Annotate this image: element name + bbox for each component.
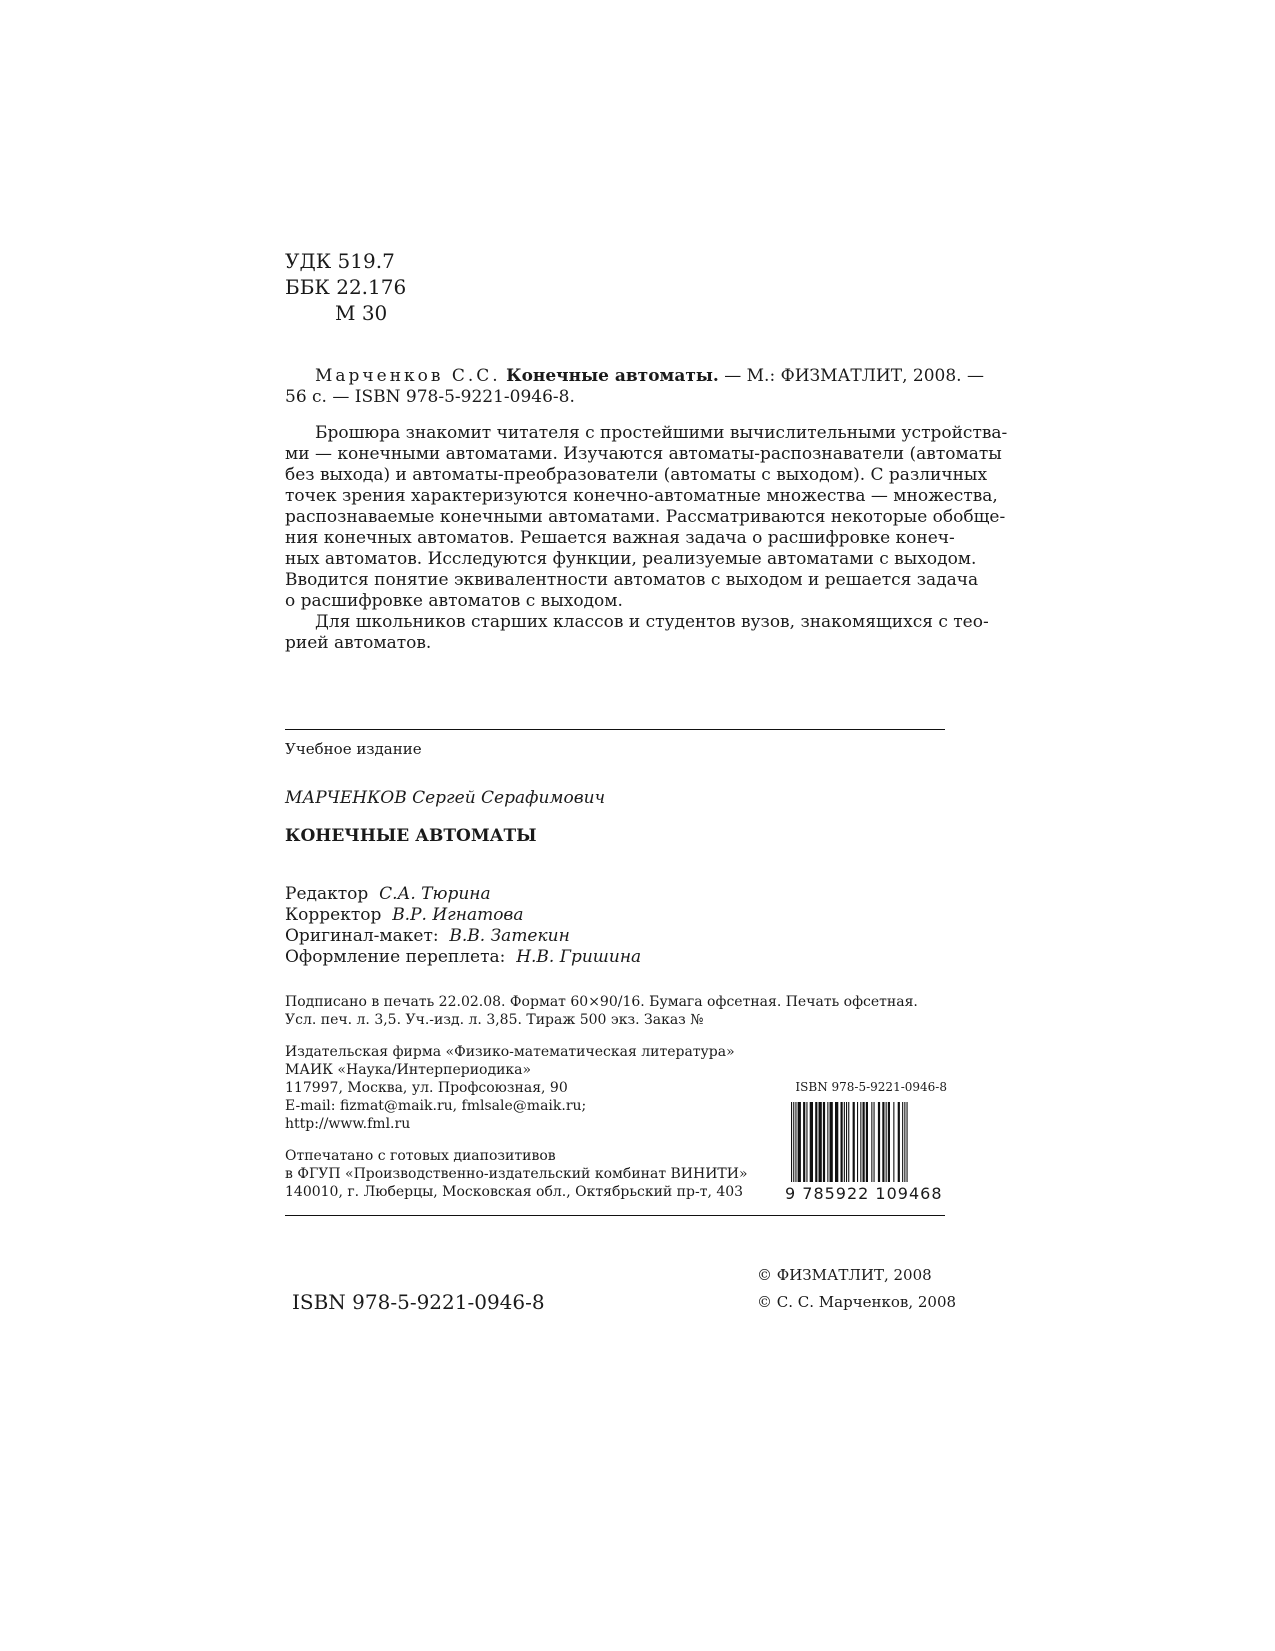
author-mark: М 30	[335, 301, 388, 325]
publisher-line: 117997, Москва, ул. Профсоюзная, 90	[285, 1080, 568, 1096]
barcode-bar	[878, 1102, 880, 1182]
annotation-line: без выхода) и автоматы-преобразователи (автоматы с выходом). С различных	[285, 465, 988, 485]
barcode-bar	[795, 1102, 796, 1182]
credit-cover	[285, 947, 641, 968]
citation-rest-2: 56 с. — ISBN 978-5-9221-0946-8.	[285, 387, 575, 407]
classification-block	[285, 248, 406, 326]
citation-author: Марченков С.С.	[315, 366, 501, 386]
citation-rest-1: — М.: ФИЗМАТЛИТ, 2008. —	[718, 366, 984, 386]
audience-line: рией автоматов.	[285, 633, 432, 653]
barcode-bar	[844, 1102, 845, 1182]
printer-line: 140010, г. Люберцы, Московская обл., Октябрьский пр-т, 403	[285, 1184, 744, 1200]
barcode-bar	[793, 1102, 794, 1182]
barcode-bar	[857, 1102, 858, 1182]
credit-layout	[285, 926, 641, 947]
publisher-line: МАИК «Наука/Интерпериодика»	[285, 1062, 532, 1078]
barcode-bar	[888, 1102, 890, 1182]
credit-role: Оформление переплета:	[285, 947, 506, 967]
barcode-bar	[827, 1102, 828, 1182]
barcode-bar	[819, 1102, 822, 1182]
barcode-bar	[866, 1102, 868, 1182]
copyright-author: © С. С. Марченков, 2008	[757, 1293, 957, 1311]
credit-name: В.Р. Игнатова	[392, 905, 524, 925]
credit-name: В.В. Затекин	[449, 926, 570, 946]
printer-block	[285, 1147, 748, 1201]
print-info-line: Подписано в печать 22.02.08. Формат 60×90/16. Бумага офсетная. Печать офсетная.	[285, 994, 918, 1010]
bbk-code: ББК 22.176	[285, 275, 407, 299]
author-given: Сергей Серафимович	[412, 788, 606, 808]
publisher-email: E-mail: fizmat@maik.ru, fmlsale@maik.ru;	[285, 1098, 587, 1114]
audience-line: Для школьников старших классов и студентов вузов, знакомящихся с тео-	[315, 612, 989, 632]
barcode-bar	[863, 1102, 865, 1182]
barcode-bar	[874, 1102, 875, 1182]
print-info-line: Усл. печ. л. 3,5. Уч.-изд. л. 3,85. Тираж 500 экз. Заказ №	[285, 1012, 704, 1028]
credit-role: Оригинал-макет:	[285, 926, 439, 946]
credit-corrector	[285, 905, 641, 926]
barcode-bar	[846, 1102, 847, 1182]
footer-isbn: ISBN 978-5-9221-0946-8	[292, 1290, 545, 1314]
printer-line: Отпечатано с готовых диапозитивов	[285, 1148, 556, 1164]
publisher-block	[285, 1043, 735, 1133]
author-surname: МАРЧЕНКОВ	[285, 788, 407, 808]
credit-name: С.А. Тюрина	[379, 884, 491, 904]
barcode-bar	[860, 1102, 861, 1182]
credit-name: Н.В. Гришина	[516, 947, 642, 967]
barcode-bar	[902, 1102, 903, 1182]
barcode-bar	[791, 1102, 792, 1182]
barcode-bar	[803, 1102, 805, 1182]
annotation-line: распознаваемые конечными автоматами. Рассматриваются некоторые обобще-	[285, 507, 1006, 527]
isbn-barcode	[785, 1080, 947, 1204]
annotation-line: ми — конечными автоматами. Изучаются автоматы-распознаватели (автоматы	[285, 444, 1002, 464]
annotation-line: о расшифровке автоматов с выходом.	[285, 591, 623, 611]
printer-line: в ФГУП «Производственно-издательский комбинат ВИНИТИ»	[285, 1166, 748, 1182]
citation	[285, 366, 984, 408]
credit-editor	[285, 884, 641, 905]
barcode-bar	[841, 1102, 843, 1182]
annotation-line: Брошюра знакомит читателя с простейшими вычислительными устройства-	[315, 423, 1008, 443]
barcode-bar	[886, 1102, 887, 1182]
print-info	[285, 993, 918, 1029]
copyright-publisher: © ФИЗМАТЛИТ, 2008	[757, 1266, 932, 1284]
barcode-bar	[871, 1102, 872, 1182]
publisher-url: http://www.fml.ru	[285, 1116, 411, 1132]
credits	[285, 884, 641, 968]
barcode-bar	[830, 1102, 833, 1182]
author-full	[285, 788, 605, 809]
annotation-line: ных автоматов. Исследуются функции, реализуемые автоматами с выходом.	[285, 549, 977, 569]
barcode-bar	[904, 1102, 905, 1182]
barcode-bar	[806, 1102, 807, 1182]
annotation-line: ния конечных автоматов. Решается важная задача о расшифровке конеч-	[285, 528, 955, 548]
book-title: КОНЕЧНЫЕ АВТОМАТЫ	[285, 826, 537, 846]
barcode-bar	[848, 1102, 849, 1182]
bottom-divider	[285, 1215, 945, 1216]
barcode-bar	[810, 1102, 813, 1182]
barcode-bar	[815, 1102, 817, 1182]
credit-role: Корректор	[285, 905, 382, 925]
annotation	[285, 423, 1008, 654]
barcode-bar	[882, 1102, 884, 1182]
credit-role: Редактор	[285, 884, 369, 904]
barcode-bar	[907, 1102, 908, 1182]
annotation-line: точек зрения характеризуются конечно-автоматные множества — множества,	[285, 486, 998, 506]
udk-code: УДК 519.7	[285, 249, 395, 273]
annotation-line: Вводится понятие эквивалентности автоматов с выходом и решается задача	[285, 570, 979, 590]
citation-title: Конечные автоматы.	[506, 366, 719, 386]
publisher-line: Издательская фирма «Физико-математическая литература»	[285, 1044, 735, 1060]
barcode-bar	[823, 1102, 825, 1182]
barcode-bar	[853, 1102, 855, 1182]
barcode-bar	[835, 1102, 838, 1182]
barcode-bar	[893, 1102, 894, 1182]
barcode-digits: 9 785922 109468	[785, 1184, 943, 1203]
barcode-bar	[898, 1102, 900, 1182]
barcode-isbn-label: ISBN 978-5-9221-0946-8	[795, 1080, 947, 1094]
edition-type: Учебное издание	[285, 740, 422, 758]
barcode-bar	[798, 1102, 801, 1182]
top-divider	[285, 729, 945, 730]
